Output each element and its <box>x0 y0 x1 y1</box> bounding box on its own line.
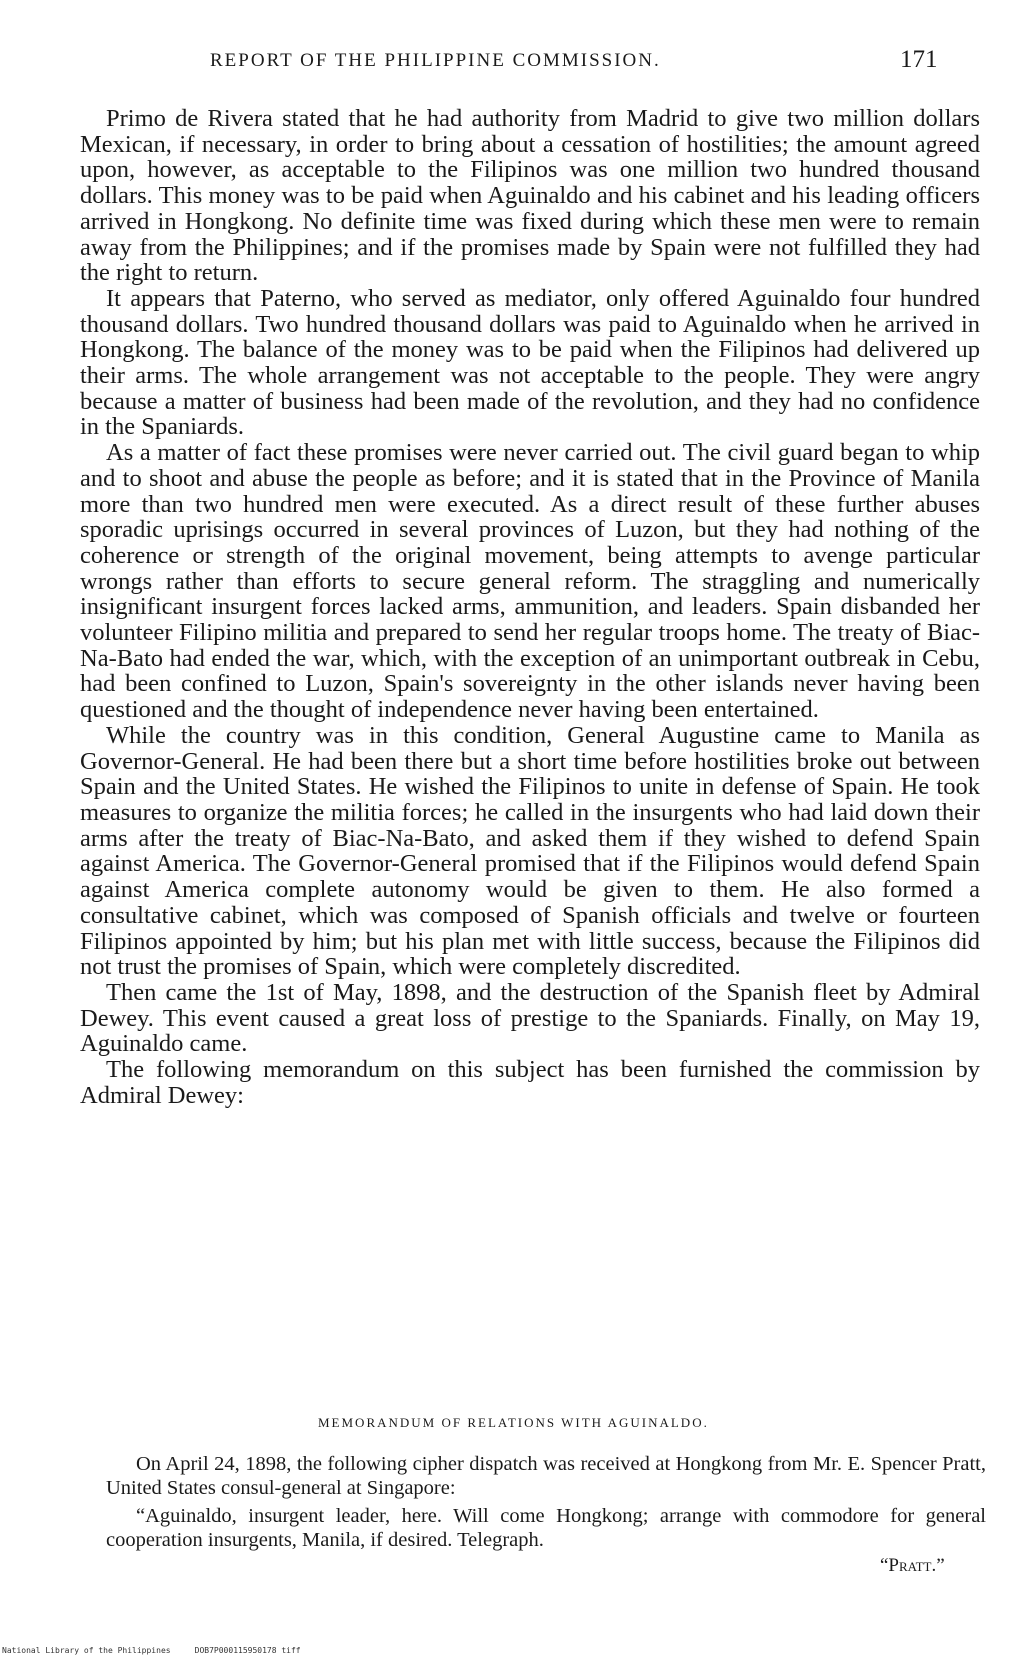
paragraph: Then came the 1st of May, 1898, and the destruction of the Spanish fleet by Admiral Dewey. This event caused a great loss of prestige to the Spaniards. Finally, on May 19, Aguinaldo came. <box>80 978 980 1058</box>
page-number: 171 <box>900 46 938 73</box>
paragraph: Primo de Rivera stated that he had authority from Madrid to give two million dollars Mexican, if necessary, in order to bring about a cessation of hostilities; the amount agreed upon, however, as acceptable to the Filipinos was one million two hundred thousand dollars. This money was to be paid when Aguinaldo and his cabinet and his leading officers arrived in Hongkong. No definite time was fixed during which these men were to remain away from the Philippines; and if the promises made by Spain were not fulfilled they had the right to return. <box>80 105 980 287</box>
paragraph: It appears that Paterno, who served as mediator, only offered Aguinaldo four hundred thousand dollars. Two hundred thousand dollars was paid to Aguinaldo when he arrived in Hongkong. The balance of the money was to be paid when the Filipinos had delivered up their arms. The whole arrangement was not acceptable to the people. They were angry because a matter of business had been made of the revolution, and they had no confidence in the Spaniards. <box>80 284 980 441</box>
archive-stamp: National Library of the Philippines DOB7P000115950178 tiff <box>2 1646 301 1655</box>
paragraph: The following memorandum on this subject has been furnished the commission by Admiral Dewey: <box>80 1056 980 1109</box>
memo-text <box>106 1452 986 1552</box>
paragraph: While the country was in this condition, General Augustine came to Manila as Governor-General. He had been there but a short time before hostilities broke out between Spain and the United States. He wished the Filipinos to unite in defense of Spain. He took measures to organize the militia forces; he called in the insurgents who had laid down their arms after the treaty of Biac-Na-Bato, and asked them if they wished to defend Spain against America. The Governor-General promised that if the Filipinos would defend Spain against America complete autonomy would be given to them. He also formed a consultative cabinet, which was composed of Spanish officials and twelve or fourteen Filipinos appointed by him; but his plan met with little success, because the Filipinos did not trust the promises of Spain, which were completely discredited. <box>80 721 980 981</box>
memo-heading: MEMORANDUM OF RELATIONS WITH AGUINALDO. <box>318 1415 709 1430</box>
paragraph: As a matter of fact these promises were never carried out. The civil guard began to whip and to shoot and abuse the people as before; and it is stated that in the Province of Manila more than two hundred men were executed. As a direct result of these further abuses sporadic uprisings occurred in several provinces of Luzon, but they had nothing of the coherence or strength of the original movement, being attempts to avenge particular wrongs rather than efforts to secure general reform. The straggling and numerically insignificant insurgent forces lacked arms, ammunition, and leaders. Spain disbanded her volunteer Filipino militia and prepared to send her regular troops home. The treaty of Biac-Na-Bato had ended the war, which, with the exception of an unimportant outbreak in Cebu, had been confined to Luzon, Spain's sovereignty in the other islands never having been questioned and the thought of independence never having been entertained. <box>80 439 980 724</box>
memo-intro: On April 24, 1898, the following cipher dispatch was received at Hongkong from Mr. E. Spencer Pratt, United States consul-general at Singapore: <box>106 1453 986 1499</box>
memo-signature: “Pratt.” <box>880 1555 945 1576</box>
body-text <box>80 106 980 1108</box>
memo-quote: “Aguinaldo, insurgent leader, here. Will come Hongkong; arrange with commodore for general cooperation insurgents, Manila, if desired. Telegraph. <box>106 1505 986 1551</box>
running-head: REPORT OF THE PHILIPPINE COMMISSION. <box>210 50 661 71</box>
